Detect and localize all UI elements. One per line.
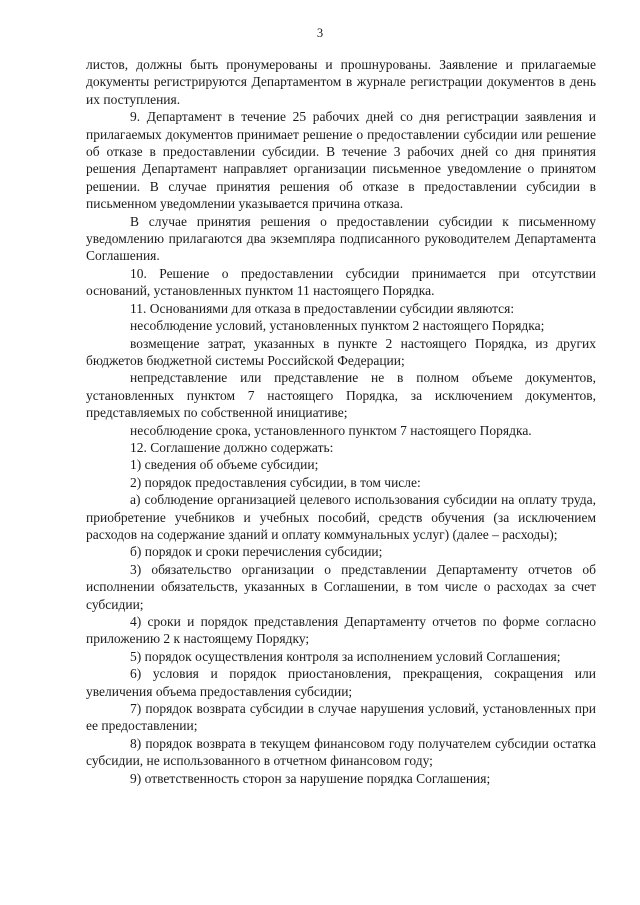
agreement-clause-6: 6) условия и порядок приостановления, прекращения, сокращения или увеличения объема предоставления субсидии; [86, 666, 596, 699]
paragraph-item-9: 9. Департамент в течение 25 рабочих дней со дня регистрации заявления и прилагаемых документов принимает решение о предоставлении субсидии или решение об отказе в предоставлении субсидии. В течение 3 рабочих дней со дня принятия решения Департамент направляет организации письменное уведомление о принятом решении. В случае принятия решения об отказе в предоставлении субсидии в письменном уведомлении указывается причина отказа. [86, 109, 596, 212]
document-body [86, 56, 596, 787]
refusal-ground-2: возмещение затрат, указанных в пункте 2 настоящего Порядка, из других бюджетов бюджетной системы Российской Федерации; [86, 335, 596, 368]
refusal-ground-4: несоблюдение срока, установленного пунктом 7 настоящего Порядка. [130, 422, 532, 438]
page-number: 3 [316, 26, 324, 40]
agreement-clause-2b: б) порядок и сроки перечисления субсидии; [130, 544, 383, 560]
paragraph-notification-attachment: В случае принятия решения о предоставлении субсидии к письменному уведомлению прилагаются два экземпляра подписанного руководителем Департамента Соглашения. [86, 213, 596, 264]
paragraph-item-12: 12. Соглашение должно содержать: [130, 439, 334, 455]
refusal-ground-3: непредставление или представление не в полном объеме документов, установленных пунктом 7 настоящего Порядка, за исключением документов, представляемых по собственной инициативе; [86, 370, 596, 421]
agreement-clause-5: 5) порядок осуществления контроля за исполнением условий Соглашения; [130, 648, 561, 664]
refusal-ground-1: несоблюдение условий, установленных пунктом 2 настоящего Порядка; [130, 318, 545, 334]
agreement-clause-2a: а) соблюдение организацией целевого использования субсидии на оплату труда, приобретение учебников и учебных пособий, средств обучения (за исключением расходов на содержание зданий и оплату коммунальных услуг) (далее – расходы); [86, 492, 596, 542]
agreement-clause-9: 9) ответственность сторон за нарушение порядка Соглашения; [130, 770, 491, 786]
paragraph-item-11: 11. Основаниями для отказа в предоставлении субсидии являются: [130, 300, 515, 316]
paragraph-continuation: листов, должны быть пронумерованы и прошнурованы. Заявление и прилагаемые документы регистрируются Департаментом в журнале регистрации документов в день их поступления. [86, 57, 596, 107]
agreement-clause-7: 7) порядок возврата субсидии в случае нарушения условий, установленных при ее предоставлении; [86, 701, 596, 734]
agreement-clause-8: 8) порядок возврата в текущем финансовом году получателем субсидии остатка субсидии, не использованного в отчетном финансовом году; [86, 735, 596, 769]
agreement-clause-1: 1) сведения об объеме субсидии; [130, 457, 319, 473]
agreement-clause-3: 3) обязательство организации о представлении Департаменту отчетов об исполнении обязательств, указанных в Соглашении, в том числе о расходах за счет субсидии; [86, 561, 596, 612]
paragraph-item-10: 10. Решение о предоставлении субсидии принимается при отсутствии оснований, установленных пунктом 11 настоящего Порядка. [86, 265, 596, 299]
agreement-clause-4: 4) сроки и порядок представления Департаменту отчетов по форме согласно приложению 2 к настоящему Порядку; [86, 614, 596, 647]
agreement-clause-2: 2) порядок предоставления субсидии, в том числе: [130, 474, 421, 490]
